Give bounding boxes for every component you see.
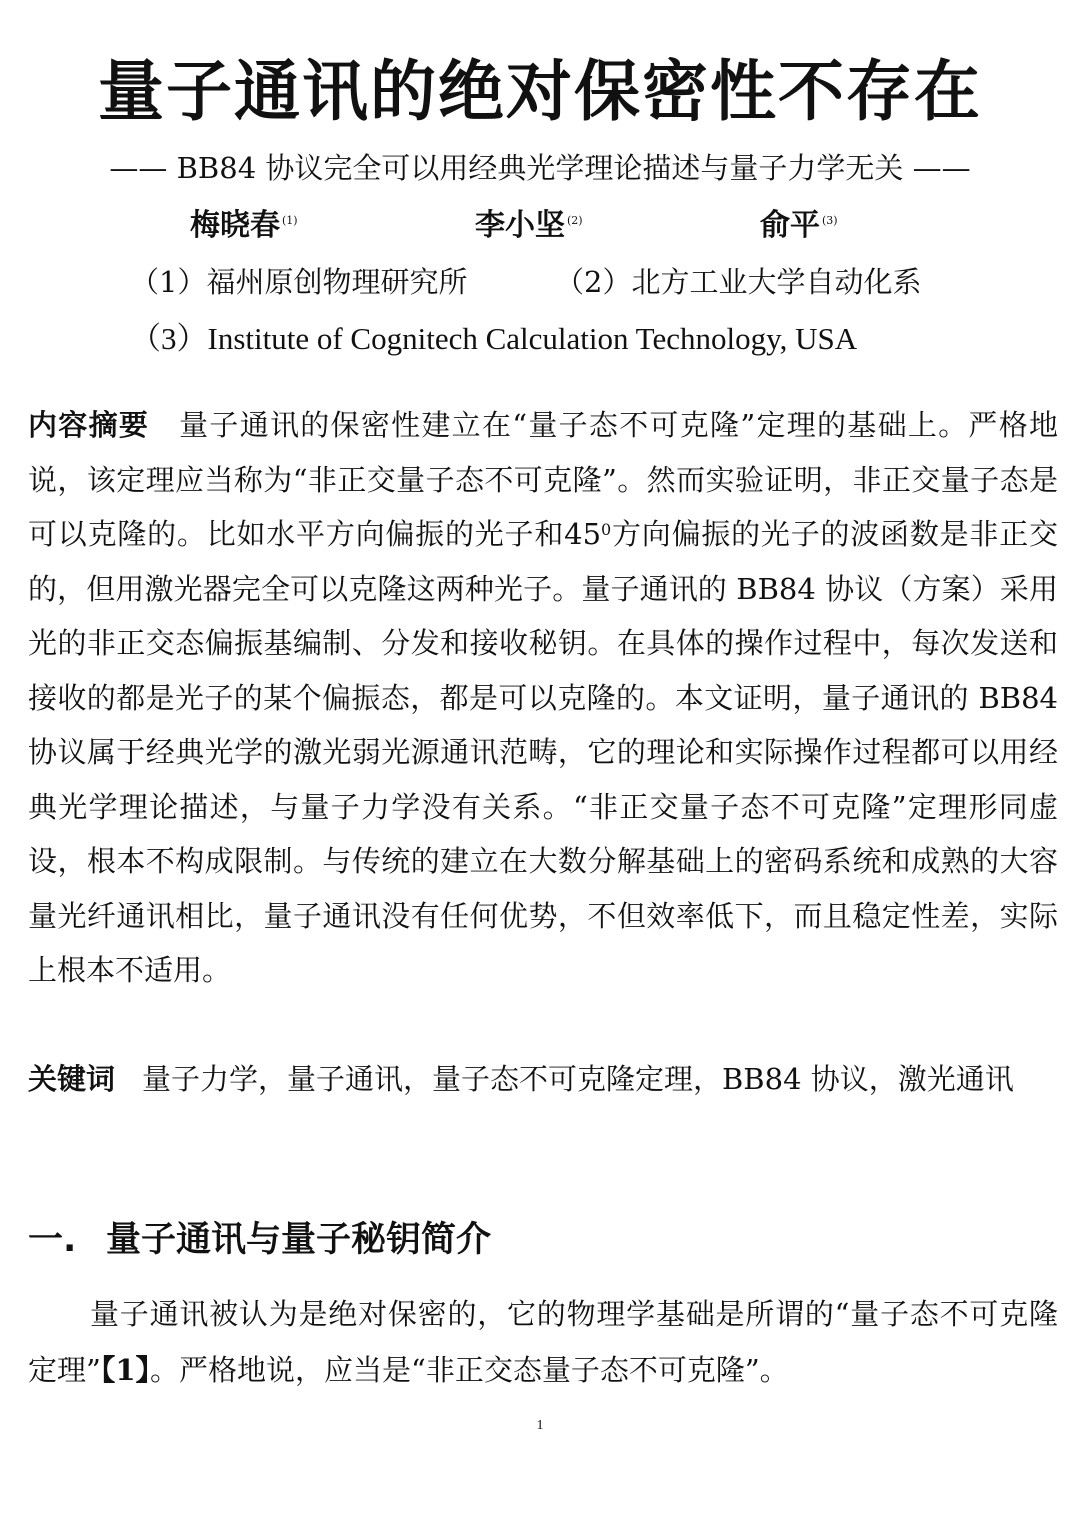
author-3 [760,200,838,244]
affiliation-1: （1）福州原创物理研究所 [130,265,468,299]
angle-degree-superscript: 0 [601,520,612,539]
affiliation-3: （3）Institute of Cognitech Calculation Technology, USA [130,321,858,356]
paper-title: 量子通讯的绝对保密性不存在 [98,53,982,130]
abstract [28,398,1058,998]
page-number: 1 [536,1418,544,1433]
author-name: 梅晓春 [190,208,280,243]
abstract-text-part2: 方向偏振的光子的波函数是非正交的，但用激光器完全可以克隆这两种光子。量子通讯的 BB84 协议（方案）采用光的非正交态偏振基编制、分发和接收秘钥。在具体的操作过程中，每次发送和接收的都是光子的某个偏振态，都是可以克隆的。本文证明，量子通讯的 BB84 协议属于经典光学的激光弱光源通讯范畴，它的理论和实际操作过程都可以用经典光学理论描述，与量子力学没有关系。“非正交量子态不可克隆”定理形同虚设，根本不构成限制。与传统的建立在大数分解基础上的密码系统和成熟的大容量光纤通讯相比，量子通讯没有任何优势，不但效率低下，而且稳定性差，实际上根本不适用。 [28,517,1058,987]
paragraph-text-before-ref: 量子通讯被认为是绝对保密的，它的物理学基础是所谓的“量子态不可克隆定理” [28,1297,1058,1387]
author-name: 俞平 [760,208,820,243]
keywords-text: 量子力学，量子通讯，量子态不可克隆定理，BB84 协议，激光通讯 [142,1062,1014,1096]
keywords [28,1052,1058,1106]
paragraph-text-after-ref: 。严格地说，应当是“非正交态量子态不可克隆”。 [150,1353,789,1387]
abstract-text-part1: 量子通讯的保密性建立在“量子态不可克隆”定理的基础上。严格地说，该定理应当称为“非正交量子态不可克隆”。然而实验证明，非正交量子态是可以克隆的。比如水平方向偏振的光子和 [28,408,1058,551]
angle-value: 45 [564,517,602,551]
abstract-label: 内容摘要 [28,408,150,442]
body-paragraph [28,1286,1058,1398]
author-affiliation-mark: (1) [282,214,298,227]
author-name: 李小坚 [475,208,565,243]
author-affiliation-mark: (2) [567,214,583,227]
section-number: 一. [28,1220,77,1260]
author-list [0,200,1080,246]
paper-subtitle: —— BB84 协议完全可以用经典光学理论描述与量子力学无关 —— [109,151,971,185]
author-1 [190,200,298,244]
section-title: 量子通讯与量子秘钥简介 [106,1220,492,1260]
author-affiliation-mark: (3) [822,214,838,227]
affiliation-2: （2）北方工业大学自动化系 [555,265,922,299]
keywords-label: 关键词 [28,1062,116,1096]
section-heading [28,1210,491,1270]
citation-ref: 【1】 [100,1353,151,1387]
author-2 [475,200,583,244]
